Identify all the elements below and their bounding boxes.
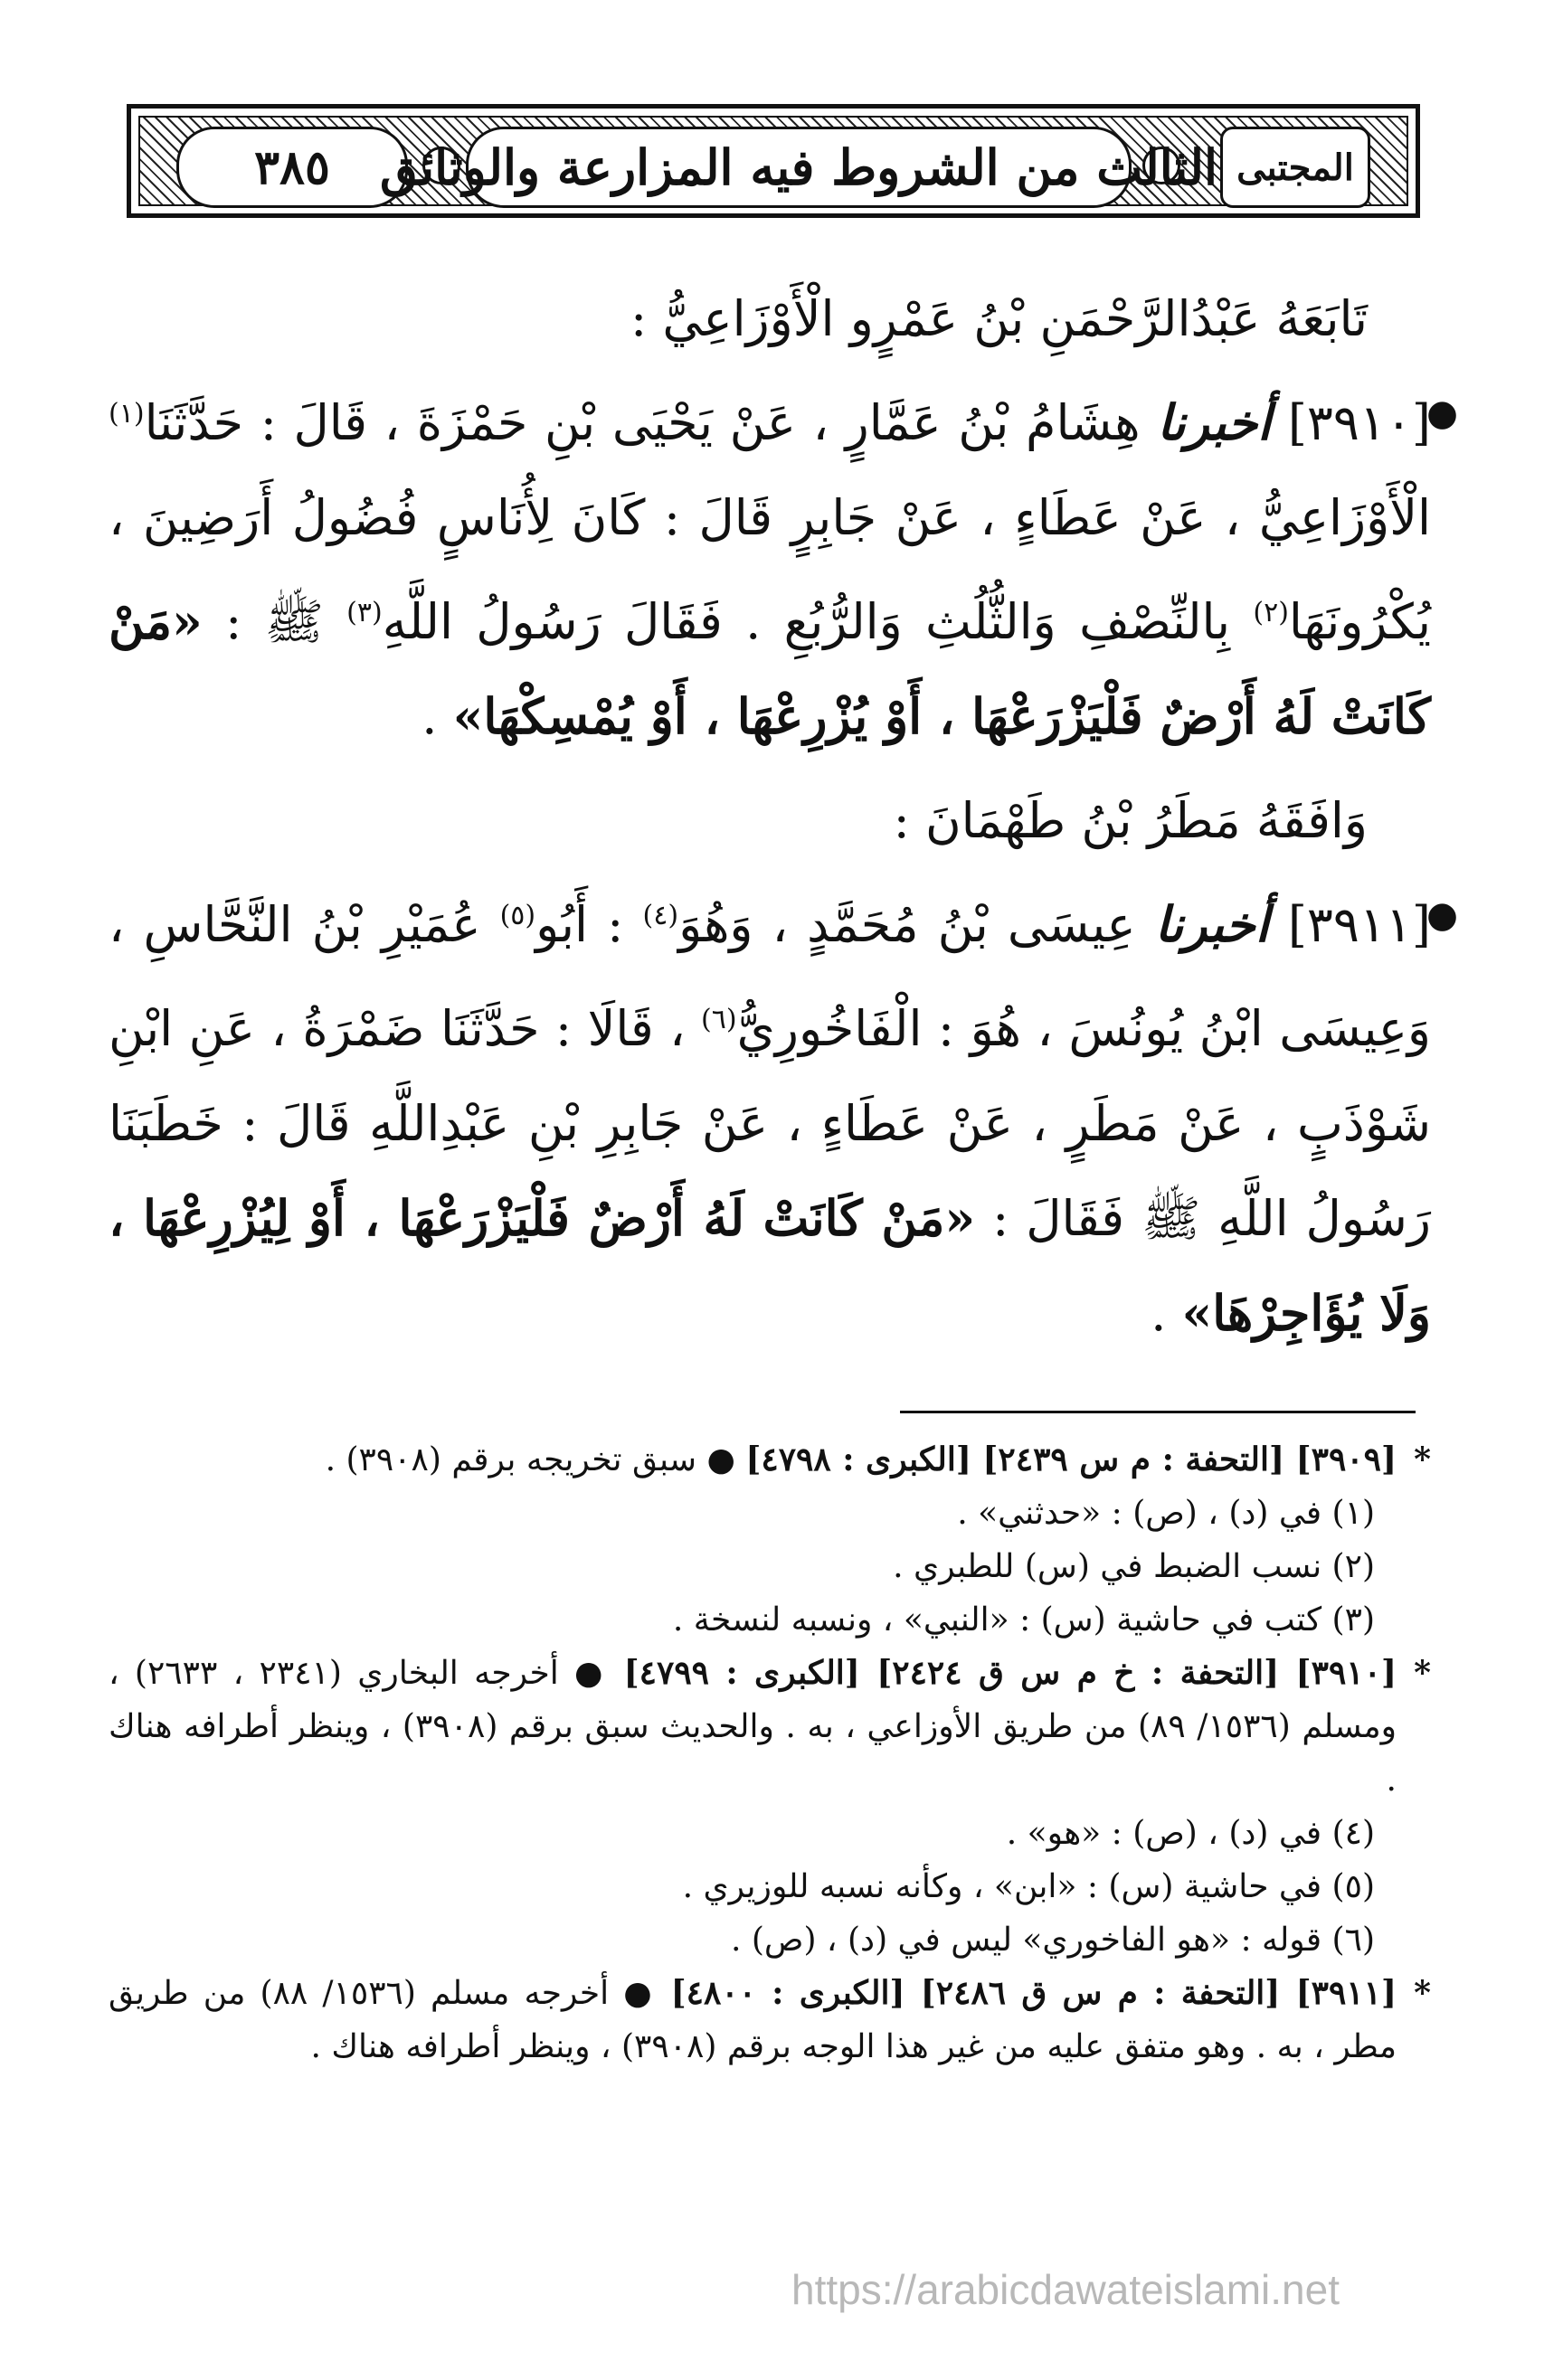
hadith-text: ﷺ : — [225, 593, 324, 650]
hadith-end: . — [1151, 1285, 1182, 1342]
footnote-ref: (١) — [109, 398, 145, 430]
footnote-ref: (٢) — [1253, 597, 1289, 628]
header-ornament-band — [138, 116, 1408, 206]
prophetic-quote: «مَنْ كَانَتْ لَهُ أَرْضٌ فَلْيَزْرَعْهَا ، أَوْ يُزْرِعْهَا ، أَوْ يُمْسِكْهَا» — [109, 592, 1431, 745]
prophetic-quote: «مَنْ كَانَتْ لَهُ أَرْضٌ فَلْيَزْرَعْهَا ، أَوْ لِيُزْرِعْهَا ، وَلَا يُؤَاجِرْهَا» — [109, 1189, 1431, 1342]
chapter-title-cartouche — [380, 127, 1217, 208]
footnote-4: (٤) في (د) ، (ص) : «هو» . — [1006, 1815, 1375, 1852]
hadith-text: بِالنِّصْفِ وَالثُّلُثِ وَالرُّبُعِ . فَقَالَ رَسُولُ اللَّهِ — [382, 593, 1231, 650]
footnote-6: (٦) قوله : «هو الفاخوري» ليس في (د) ، (ص) . — [730, 1922, 1375, 1959]
footnote-5: (٥) في حاشية (س) : «ابن» ، وكأنه نسبه للوزيري . — [682, 1868, 1375, 1905]
footnotes — [109, 1433, 1431, 2073]
takhrij-ref: [٣٩٠٩] [التحفة : م س ٢٤٣٩] [الكبرى : ٤٧٩٨] — [745, 1440, 1397, 1478]
takhrij-3909 — [109, 1433, 1431, 1487]
footnote-ref: (٦) — [701, 1004, 737, 1035]
bullet-icon: ● — [1426, 894, 1458, 936]
footnote-2: (٢) نسب الضبط في (س) للطبري . — [893, 1548, 1375, 1585]
book-title-cartouche — [1220, 127, 1370, 208]
chapter-title: الثالث من الشروط فيه المزارعة والوثائق — [380, 138, 1217, 196]
footnote-1: (١) في (د) ، (ص) : «حدثني» . — [957, 1495, 1375, 1532]
akhbarana-label: أخبرنا — [1154, 895, 1269, 953]
hadith-text: عُمَيْرِ بْنُ النَّحَّاسِ ، وَعِيسَى ابْنُ يُونُسَ ، هُوَ : الْفَاخُورِيُّ — [109, 896, 1432, 1057]
transition-line-1: تَابَعَهُ عَبْدُالرَّحْمَنِ بْنُ عَمْرٍو الْأَوْزَاعِيُّ : — [630, 290, 1368, 347]
hadith-end: . — [422, 688, 453, 745]
page-number-cartouche — [176, 127, 408, 208]
transition-line-2: وَافَقَهُ مَطَرُ بْنُ طَهْمَانَ : — [893, 792, 1368, 849]
main-text — [109, 271, 1458, 1361]
takhrij-text: ● أخرجه البخاري (٢٣٤١ ، ٢٦٣٣) ، ومسلم (١٥٣٦/ ٨٩) من طريق الأوزاعي ، به . والحديث سبق برقم (٣٩٠٨) ، وينظر أطرافه هناك . — [109, 1655, 1397, 1799]
page-header — [127, 104, 1420, 218]
bullet-icon: ● — [1426, 392, 1458, 434]
page-number: ٣٨٥ — [254, 139, 330, 195]
hadith-text: عِيسَى بْنُ مُحَمَّدٍ ، وَهُوَ — [678, 896, 1136, 953]
footnote-3: (٣) كتب في حاشية (س) : «النبي» ، ونسبه لنسخة . — [672, 1601, 1375, 1639]
watermark: https://arabicdawateislami.net — [791, 2266, 1340, 2313]
takhrij-3910 — [109, 1647, 1431, 1807]
footnote-ref: (٤) — [642, 900, 679, 931]
asterisk-icon: * — [1414, 1974, 1431, 2012]
takhrij-text: ● سبق تخريجه برقم (٣٩٠٨) . — [325, 1441, 735, 1478]
footnote-ref: (٥) — [499, 900, 536, 931]
hadith-text: : أَبُو — [535, 896, 624, 953]
asterisk-icon: * — [1414, 1654, 1431, 1692]
footnote-ref: (٣) — [346, 597, 383, 628]
hadith-text: هِشَامُ بْنُ عَمَّارٍ ، عَنْ يَحْيَى بْنِ حَمْزَةَ ، قَالَ : حَدَّثَنَا — [144, 394, 1141, 451]
book-title: المجتبى — [1236, 146, 1354, 189]
asterisk-icon: * — [1414, 1440, 1431, 1478]
takhrij-text: ● أخرجه مسلم (١٥٣٦/ ٨٨) من طريق مطر ، به . وهو متفق عليه من غير هذا الوجه برقم (٣٩٠٨) ، وينظر أطرافه هناك . — [109, 1975, 1397, 2065]
hadith-3911 — [109, 868, 1458, 1361]
takhrij-3911 — [109, 1967, 1431, 2073]
hadith-text: ، قَالَا : حَدَّثَنَا ضَمْرَةُ ، عَنِ ابْنِ شَوْذَبٍ ، عَنْ مَطَرٍ ، عَنْ عَطَاءٍ ، عَنْ جَابِرِ بْنِ عَبْدِاللَّهِ قَالَ : خَطَبَنَا رَسُولُ اللَّهِ ﷺ فَقَالَ : — [109, 1000, 1431, 1247]
hadith-text: الْأَوْزَاعِيُّ ، عَنْ عَطَاءٍ ، عَنْ جَابِرٍ قَالَ : كَانَ لِأُنَاسٍ فُضُولُ أَرَضِينَ ، يُكْرُونَهَا — [109, 489, 1432, 650]
hadith-number: [٣٩١١] — [1287, 896, 1431, 953]
hadith-number: [٣٩١٠] — [1287, 394, 1431, 451]
footnote-divider — [900, 1411, 1416, 1413]
hadith-3910 — [109, 366, 1458, 764]
takhrij-ref: [٣٩١٠] [التحفة : خ م س ق ٢٤٢٤] [الكبرى : ٤٧٩٩] — [623, 1654, 1397, 1692]
takhrij-ref: [٣٩١١] [التحفة : م س ق ٢٤٨٦] [الكبرى : ٤٨٠٠] — [670, 1974, 1397, 2012]
akhbarana-label: أخبرنا — [1157, 393, 1272, 451]
